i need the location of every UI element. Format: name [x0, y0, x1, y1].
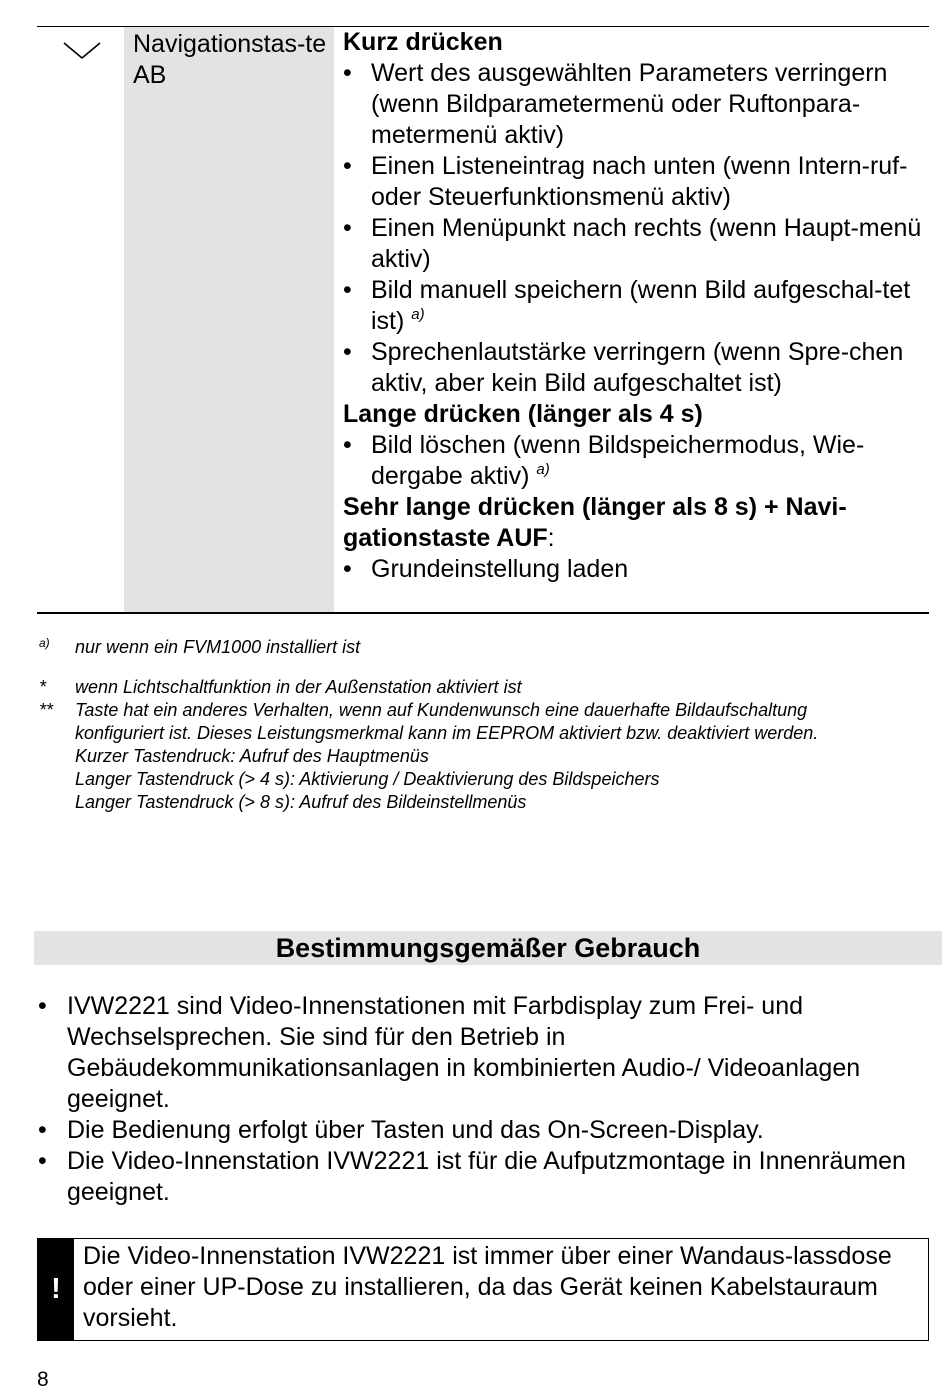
- warning-icon: !: [38, 1239, 74, 1340]
- list-item: • Grundeinstellung laden: [343, 555, 629, 583]
- list-item: • Bild löschen (wenn Bildspeichermodus, Wie-dergabe aktiv) $^{a)}$: [343, 431, 865, 490]
- footnote-star: * wenn Lichtschaltfunktion in der Außenstation aktiviert ist: [39, 677, 522, 697]
- list-item: • Einen Menüpunkt nach rechts (wenn Haupt-menü aktiv): [343, 214, 922, 273]
- key-label-cell: [124, 27, 334, 612]
- list-item: • Sprechenlautstärke verringern (wenn Spre-chen aktiv, aber kein Bild aufgeschaltet ist): [343, 338, 904, 397]
- footnote-ref: a): [536, 461, 550, 478]
- list-item: • Bild manuell speichern (wenn Bild aufgeschal-tet ist) $^{a)}$: [343, 276, 911, 335]
- section-title: Bestimmungsgemäßer Gebrauch: [34, 931, 942, 965]
- warning-box: [37, 1238, 929, 1341]
- warning-text: Die Video-Innenstation IVW2221 ist immer über einer Wandaus-lassdose oder einer UP-Dose zu installieren, da das Gerät keinen Kabelstauraum vorsieht.: [83, 1242, 892, 1332]
- very-long-press-heading: Sehr lange drücken (länger als 8 s) + Navi-gationstaste AUF:: [343, 493, 847, 552]
- page-number: 8: [37, 1368, 49, 1391]
- footnotes: [37, 636, 927, 814]
- footnote-double-star: ** Taste hat ein anderes Verhalten, wenn auf Kundenwunsch eine dauerhafte Bildaufschaltung konfiguriert ist. Dieses Leistungsmerkmal kann im EEPROM aktiviert bzw. deaktiviert werden. Kurzer Tastendruck: Aufruf des Hauptmenüs Langer Tastendruck (> 4 s): Aktivierung / Deaktivierung des Bildspeichers Langer Tastendruck (> 8 s): Aufruf des Bildeinstellmenüs: [39, 700, 819, 812]
- list-item: • Die Video-Innenstation IVW2221 ist für die Aufputzmontage in Innenräumen geeignet.: [38, 1147, 906, 1206]
- key-label: Navigationstas-te AB: [133, 30, 327, 89]
- long-press-heading: Lange drücken (länger als 4 s): [343, 400, 703, 428]
- short-press-heading: Kurz drücken: [343, 28, 503, 56]
- key-description-cell: [343, 27, 929, 585]
- list-item: • Einen Listeneintrag nach unten (wenn Intern-ruf- oder Steuerfunktionsmenü aktiv): [343, 152, 908, 211]
- list-item: • IVW2221 sind Video-Innenstationen mit Farbdisplay zum Frei- und Wechselsprechen. Sie sind für den Betrieb in Gebäudekommunikationsanlagen in kombinierten Audio-/ Videoanlagen geeignet.: [38, 992, 861, 1113]
- key-icon-cell: [37, 27, 124, 612]
- footnote-a: a) nur wenn ein FVM1000 installiert ist: [39, 636, 361, 657]
- chevron-down-icon: [63, 42, 101, 60]
- footnote-ref: a): [411, 306, 425, 323]
- usage-list: [37, 991, 917, 1208]
- list-item: • Wert des ausgewählten Parameters verringern (wenn Bildparametermenü oder Ruftonpara-metermenü aktiv): [343, 59, 888, 149]
- list-item: • Die Bedienung erfolgt über Tasten und das On-Screen-Display.: [38, 1116, 764, 1144]
- key-function-table: [37, 26, 929, 614]
